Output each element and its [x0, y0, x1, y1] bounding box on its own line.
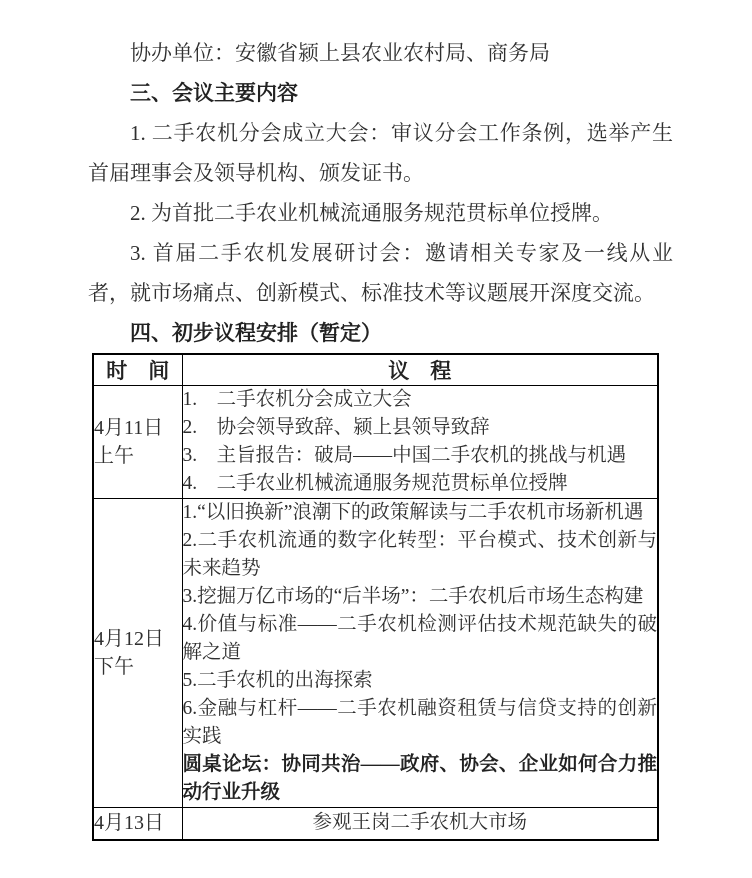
time-date: 4月11日: [94, 417, 164, 439]
paragraph-founding-meeting: 1. 二手农机分会成立大会：审议分会工作条例，选举产生首届理事会及领导机构、颁发证书。: [88, 121, 673, 185]
agenda-cell-april-12: [182, 499, 658, 808]
time-cell-april-11: [93, 386, 182, 499]
agenda-item: 5.二手农机的出海探索: [182, 670, 373, 691]
co-organizer-line: 协办单位：安徽省颍上县农业农村局、商务局: [130, 41, 550, 65]
time-date: 4月12日: [94, 628, 164, 650]
agenda-item: 2.二手农机流通的数字化转型：平台模式、技术创新与未来趋势: [182, 530, 657, 579]
table-header-time: 时 间: [93, 354, 182, 386]
time-cell-april-13: [93, 808, 182, 840]
agenda-cell-april-13: 参观王岗二手农机大市场: [182, 808, 658, 840]
agenda-table: [92, 353, 659, 841]
time-period: 上午: [94, 445, 134, 467]
table-row-april-12: [93, 499, 658, 808]
paragraph-award-plaques: 2. 为首批二手农业机械流通服务规范贯标单位授牌。: [130, 201, 613, 225]
time-cell-april-12: [93, 499, 182, 808]
table-header-row: [93, 354, 658, 386]
agenda-item-roundtable: 圆桌论坛：协同共治——政府、协会、企业如何合力推动行业升级: [182, 754, 657, 803]
table-row-april-11: [93, 386, 658, 499]
agenda-item: 3.挖掘万亿市场的“后半场”：二手农机后市场生态构建: [182, 586, 644, 607]
time-period: 下午: [94, 656, 134, 678]
agenda-item: 4.价值与标准——二手农机检测评估技术规范缺失的破解之道: [182, 614, 657, 663]
agenda-item: 1. 二手农机分会成立大会: [182, 389, 412, 410]
section-four-heading: 四、初步议程安排（暂定）: [130, 321, 382, 345]
table-header-agenda: 议 程: [182, 354, 658, 386]
agenda-item: 1.“以旧换新”浪潮下的政策解读与二手农机市场新机遇: [182, 502, 644, 523]
table-row-april-13: [93, 808, 658, 840]
agenda-item: 2. 协会领导致辞、颍上县领导致辞: [182, 417, 490, 438]
section-three-heading: 三、会议主要内容: [130, 81, 298, 105]
agenda-item: 6.金融与杠杆——二手农机融资租赁与信贷支持的创新实践: [182, 698, 657, 747]
time-date: 4月13日: [94, 812, 164, 835]
paragraph-development-seminar: 3. 首届二手农机发展研讨会：邀请相关专家及一线从业者，就市场痛点、创新模式、标准技术等议题展开深度交流。: [88, 241, 673, 305]
agenda-item: 4. 二手农业机械流通服务规范贯标单位授牌: [182, 473, 568, 494]
agenda-cell-april-11: [182, 386, 658, 499]
agenda-item: 3. 主旨报告：破局——中国二手农机的挑战与机遇: [182, 445, 627, 466]
